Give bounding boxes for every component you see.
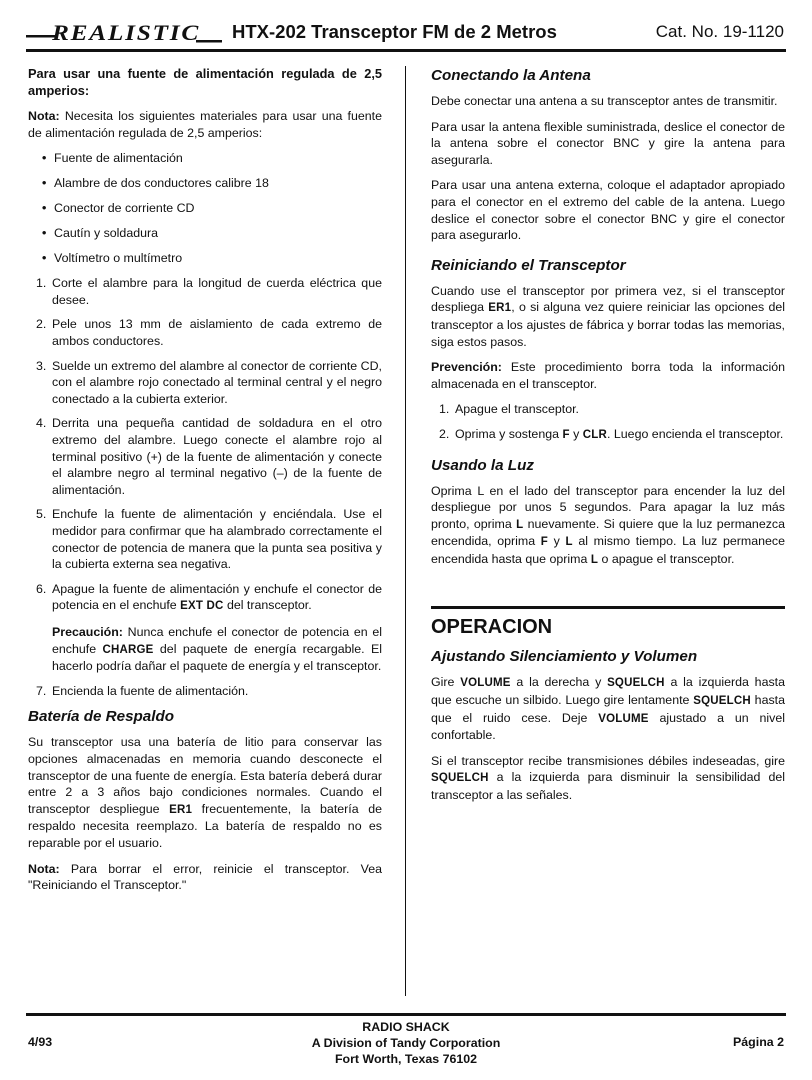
- paragraph-text: Su transceptor usa una batería de litio para conservar las opciones almacenadas en memoria cuando desconecte el transceptor de una fuente de energía. Esta batería deberá durar entre 2 a 3 años bajo condiciones normales. Cuando el transceptor despliegue: [28, 735, 382, 816]
- step-item: [431, 401, 785, 418]
- step-text: Encienda la fuente de alimentación.: [52, 683, 249, 698]
- control-label: SQUELCH: [607, 677, 665, 690]
- caution-text: del paquete de energía recargable. El hacerlo podría dañar el paquete de energía y el transceptor.: [52, 641, 382, 674]
- note-label: Nota:: [28, 109, 60, 124]
- note-text: Necesita los siguientes materiales para usar una fuente de alimentación regulada de 2,5 amperios:: [28, 109, 382, 140]
- step-number: 2.: [36, 317, 47, 332]
- reset-heading: Reiniciando el Transceptor: [431, 256, 626, 274]
- step-item: [28, 581, 382, 675]
- footer-rule: [26, 1013, 786, 1016]
- list-item: • Fuente de alimentación: [28, 150, 382, 167]
- jack-label: CHARGE: [102, 643, 154, 656]
- step-text-part: Oprima y sostenga: [455, 426, 563, 441]
- realistic-logo: [26, 18, 222, 48]
- footer-date: 4/93: [28, 1035, 53, 1049]
- power-supply-heading: Para usar una fuente de alimentación regulada de 2,5 amperios:: [28, 66, 382, 98]
- catalog-number: Cat. No. 19-1120: [655, 22, 784, 41]
- note-text: Para borrar el error, reinicie el transceptor. Vea "Reiniciando el Transceptor.": [28, 861, 382, 893]
- prevention-text: Este procedimiento borra toda la información almacenada en el transceptor.: [431, 360, 785, 391]
- display-code: ER1: [488, 302, 512, 315]
- publisher-name: RADIO SHACK: [362, 1020, 450, 1034]
- antenna-paragraph: Debe conectar una antena a su transceptor antes de transmitir.: [431, 94, 778, 108]
- step-text-part: del transceptor.: [223, 598, 312, 613]
- prevention-note: [431, 359, 785, 392]
- step-text-part: Apague la fuente de alimentación y enchufe el conector de potencia en el enchufe: [52, 581, 382, 613]
- paragraph-text: o apague el transceptor.: [598, 551, 735, 566]
- paragraph-text: hasta que el ruido cese. Deje: [431, 693, 785, 725]
- paragraph-text: frecuentemente, la batería de respaldo necesita reemplazo. La batería de respaldo no es reparable por el usuario.: [28, 801, 382, 850]
- operation-heading: OPERACION: [431, 616, 553, 639]
- step-text: [52, 581, 382, 615]
- paragraph-text: a la izquierda hasta que escuche un silbido. Luego gire lentamente: [431, 675, 785, 708]
- step-number: 1.: [36, 276, 47, 291]
- step-item: [28, 358, 382, 408]
- squelch-paragraph: [431, 753, 785, 804]
- step-item: [28, 683, 382, 700]
- step-text: [455, 426, 785, 444]
- caution-text: Nunca enchufe el conector de potencia en el enchufe: [52, 624, 382, 656]
- squelch-heading: Ajustando Silenciamiento y Volumen: [431, 648, 698, 666]
- squelch-paragraph: [431, 674, 785, 743]
- reset-steps: [431, 401, 785, 443]
- section-rule: [431, 606, 785, 609]
- key-label: L: [565, 536, 573, 549]
- prevention-label: Prevención:: [431, 360, 502, 375]
- footer-publisher: [206, 1019, 606, 1067]
- materials-list: [28, 150, 382, 267]
- realistic-logo-graphic: [26, 18, 222, 48]
- page-number: Página 2: [733, 1035, 784, 1049]
- header-rule: [26, 49, 786, 52]
- publisher-division: A Division of Tandy Corporation: [311, 1036, 501, 1050]
- step-number: 5.: [36, 507, 47, 522]
- logo-wordmark: REALISTIC: [50, 20, 200, 45]
- control-label: VOLUME: [598, 712, 649, 725]
- reset-paragraph: [431, 283, 785, 350]
- paragraph-text: nuevamente. Si quiere que la luz permanezca encendida, oprima: [431, 516, 785, 549]
- list-item: • Conector de corriente CD: [28, 200, 382, 217]
- step-item: [28, 275, 382, 308]
- key-label: F: [562, 428, 570, 441]
- paragraph-text: al mismo tiempo. La luz permanece encendida hasta que oprima: [431, 534, 785, 566]
- step-number: 2.: [439, 426, 450, 441]
- paragraph-text: Si el transceptor recibe transmisiones débiles indeseadas, gire: [431, 753, 785, 768]
- step-item: [28, 506, 382, 572]
- list-item: • Alambre de dos conductores calibre 18: [28, 175, 382, 192]
- paragraph-text: y: [548, 534, 566, 549]
- step-text: Suelde un extremo del alambre al conector de corriente CD, con el alambre rojo conectado al terminal central y el negro conectado a la cubierta exterior.: [52, 358, 382, 406]
- step-text: Enchufe la fuente de alimentación y enciéndala. Use el medidor para confirmar que ha alambrado correctamente el conector de potencia de manera que la punta sea positiva y la cubierta externa sea negativa.: [52, 507, 382, 572]
- paragraph-text: Oprima L en el lado del transceptor para encender la luz del despliegue por unos 5 segundos. Para apagar la luz más pronto, oprima: [431, 483, 785, 531]
- paragraph-text: Cuando use el transceptor por primera vez, si el transceptor despliega: [431, 283, 785, 315]
- caution-label: Precaución:: [52, 624, 123, 639]
- battery-heading: Batería de Respaldo: [28, 708, 175, 726]
- step-text: Corte el alambre para la longitud de cuerda eléctrica que desee.: [52, 276, 382, 307]
- list-item: • Cautín y soldadura: [28, 225, 382, 242]
- step-number: 6.: [36, 581, 47, 596]
- control-label: SQUELCH: [693, 695, 751, 708]
- step-item: [431, 426, 785, 444]
- step-number: 4.: [36, 416, 47, 431]
- power-supply-steps: [28, 275, 382, 699]
- paragraph-text: a la izquierda para disminuir la sensibilidad del transceptor a las señales.: [431, 770, 785, 803]
- left-column: [28, 66, 382, 976]
- document-title: HTX-202 Transceptor FM de 2 Metros: [232, 21, 557, 42]
- step-text-part: y: [569, 426, 583, 441]
- materials-note: [28, 108, 382, 141]
- battery-paragraph: [28, 734, 382, 851]
- step-number: 3.: [36, 358, 47, 373]
- antenna-heading: Conectando la Antena: [431, 67, 591, 84]
- light-paragraph: [431, 483, 785, 569]
- step-text: Apague el transceptor.: [455, 402, 579, 417]
- antenna-paragraph: Para usar la antena flexible suministrada, deslice el conector de la antena sobre el conector BNC y gire la antena para asegurarla.: [431, 119, 785, 167]
- paragraph-text: , o si alguna vez quiere reiniciar las opciones del transceptor a los ajustes de fábrica y borrar todas las memorias, siga estos pasos.: [431, 300, 785, 349]
- antenna-paragraph: Para usar una antena externa, coloque el adaptador apropiado para el conector en el extremo del cable de la antena. Luego deslice el conector sobre el conector BNC y gire el conector para asegurarlo.: [431, 178, 785, 243]
- key-label: CLR: [582, 428, 608, 441]
- key-label: L: [590, 553, 599, 566]
- publisher-address: Fort Worth, Texas 76102: [334, 1052, 478, 1066]
- list-item: • Voltímetro o multímetro: [28, 250, 382, 267]
- column-divider: [405, 66, 406, 996]
- light-heading: Usando la Luz: [431, 456, 534, 474]
- control-label: SQUELCH: [431, 772, 489, 785]
- step-item: [28, 415, 382, 498]
- key-label: L: [516, 518, 524, 531]
- note-label: Nota:: [28, 861, 60, 876]
- key-label: F: [540, 536, 549, 549]
- paragraph-text: ajustado a un nivel confortable.: [431, 710, 785, 743]
- step-text-part: . Luego encienda el transceptor.: [607, 426, 784, 441]
- paragraph-text: a la derecha y: [510, 675, 608, 690]
- step-item: [28, 316, 382, 349]
- display-code: ER1: [169, 803, 193, 816]
- page-header: [0, 0, 812, 52]
- control-label: VOLUME: [460, 677, 511, 690]
- paragraph-text: Gire: [431, 675, 461, 690]
- step-text: Pele unos 13 mm de aislamiento de cada extremo de ambos conductores.: [52, 317, 382, 349]
- step-text: Derrita una pequeña cantidad de soldadura en el otro extremo del alambre. Luego conecte el alambre rojo al terminal positivo (+) de la fuente de alimentación y conecte el alambre negro al terminal negativo (–) de la fuente de alimentación.: [52, 416, 382, 497]
- step-number: 7.: [36, 683, 47, 698]
- reset-note: [28, 861, 382, 894]
- caution-note: [52, 624, 382, 675]
- right-column: [431, 66, 785, 976]
- jack-label: EXT DC: [180, 600, 224, 613]
- step-number: 1.: [439, 402, 450, 417]
